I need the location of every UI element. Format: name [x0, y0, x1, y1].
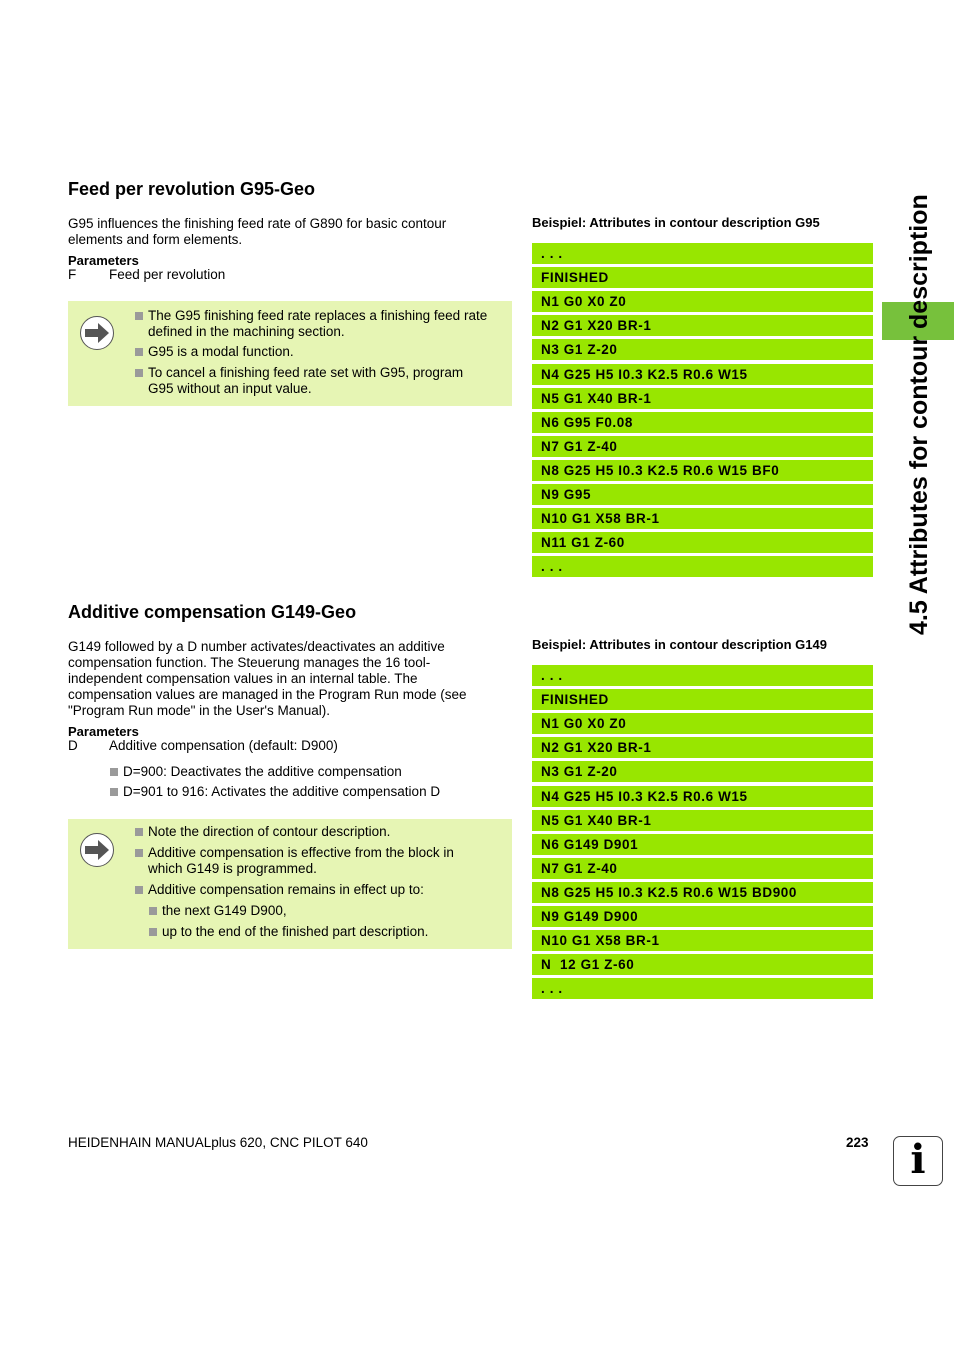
code-line: N 12 G1 Z-60	[532, 954, 873, 975]
param-desc: Feed per revolution	[109, 267, 226, 282]
note-bullet: Note the direction of contour description.	[135, 824, 505, 840]
note-bullet: The G95 finishing feed rate replaces a finishing feed rate defined in the machining section.	[135, 308, 505, 340]
code-line: FINISHED	[532, 689, 873, 710]
arrow-right-icon	[80, 316, 114, 350]
param-bullet: D=900: Deactivates the additive compensation	[110, 764, 510, 780]
note-bullet: G95 is a modal function.	[135, 344, 505, 360]
code-line: . . .	[532, 978, 873, 999]
section1-intro-line: elements and form elements.	[68, 232, 243, 247]
code-line: N2 G1 X20 BR-1	[532, 315, 873, 336]
code-line: N1 G0 X0 Z0	[532, 713, 873, 734]
section2-note-box	[68, 819, 512, 949]
code-line: N9 G149 D900	[532, 906, 873, 927]
note-bullet: Additive compensation is effective from the block in which G149 is programmed.	[135, 845, 505, 877]
code-line: N3 G1 Z-20	[532, 339, 873, 360]
code-line: N8 G25 H5 I0.3 K2.5 R0.6 W15 BF0	[532, 460, 873, 481]
code-line: N10 G1 X58 BR-1	[532, 508, 873, 529]
param-bullet: D=901 to 916: Activates the additive compensation D	[110, 784, 510, 800]
section1-intro	[68, 216, 446, 248]
info-icon-glyph: i	[910, 1136, 926, 1183]
code-line: N6 G95 F0.08	[532, 412, 873, 433]
code-line: N1 G0 X0 Z0	[532, 291, 873, 312]
section2-heading: Additive compensation G149-Geo	[68, 602, 357, 622]
code-line: N2 G1 X20 BR-1	[532, 737, 873, 758]
code-line: . . .	[532, 665, 873, 686]
code-line: N7 G1 Z-40	[532, 858, 873, 879]
note-sub-bullet: the next G149 D900,	[149, 903, 509, 919]
param-key: D	[68, 738, 78, 753]
code-line: FINISHED	[532, 267, 873, 288]
code-line: N7 G1 Z-40	[532, 436, 873, 457]
note-sub-bullet: up to the end of the finished part description.	[149, 924, 509, 940]
section1-heading: Feed per revolution G95-Geo	[68, 179, 316, 199]
section2-param-row	[68, 738, 338, 753]
code-line: N10 G1 X58 BR-1	[532, 930, 873, 951]
note-bullet: To cancel a finishing feed rate set with G95, program G95 without an input value.	[135, 365, 505, 397]
section1-example-title: Beispiel: Attributes in contour description G95	[532, 215, 820, 230]
section1-param-row	[68, 267, 225, 282]
arrow-right-icon	[80, 833, 114, 867]
code-line: . . .	[532, 243, 873, 264]
code-line: N8 G25 H5 I0.3 K2.5 R0.6 W15 BD900	[532, 882, 873, 903]
info-icon	[893, 1136, 943, 1186]
page-number: 223	[846, 1135, 869, 1150]
code-line: N4 G25 H5 I0.3 K2.5 R0.6 W15	[532, 364, 873, 385]
code-line: N9 G95	[532, 484, 873, 505]
section2-intro: G149 followed by a D number activates/deactivates an additive compensation function. The Steuerung manages the 16 tool- independent compensation values in an internal table. The compensation values are managed in the Program Run mode (see "Program Run mode" in the User's Manual).	[68, 639, 467, 718]
section2-params-label: Parameters	[68, 724, 139, 739]
section1-intro-line: G95 influences the finishing feed rate of G890 for basic contour	[68, 216, 447, 231]
code-line: N5 G1 X40 BR-1	[532, 388, 873, 409]
code-line: N6 G149 D901	[532, 834, 873, 855]
section1-note-box	[68, 301, 512, 406]
footer-product: HEIDENHAIN MANUALplus 620, CNC PILOT 640	[68, 1135, 368, 1150]
note-bullet: Additive compensation remains in effect up to:	[135, 882, 505, 898]
section2-example-title: Beispiel: Attributes in contour description G149	[532, 637, 827, 652]
chapter-side-title: 4.5 Attributes for contour description	[905, 194, 933, 635]
code-line: N3 G1 Z-20	[532, 761, 873, 782]
code-line: N5 G1 X40 BR-1	[532, 810, 873, 831]
code-line: N11 G1 Z-60	[532, 532, 873, 553]
code-line: . . .	[532, 556, 873, 577]
param-key: F	[68, 267, 77, 282]
section1-params-label: Parameters	[68, 253, 139, 268]
code-line: N4 G25 H5 I0.3 K2.5 R0.6 W15	[532, 786, 873, 807]
param-desc: Additive compensation (default: D900)	[109, 738, 338, 753]
